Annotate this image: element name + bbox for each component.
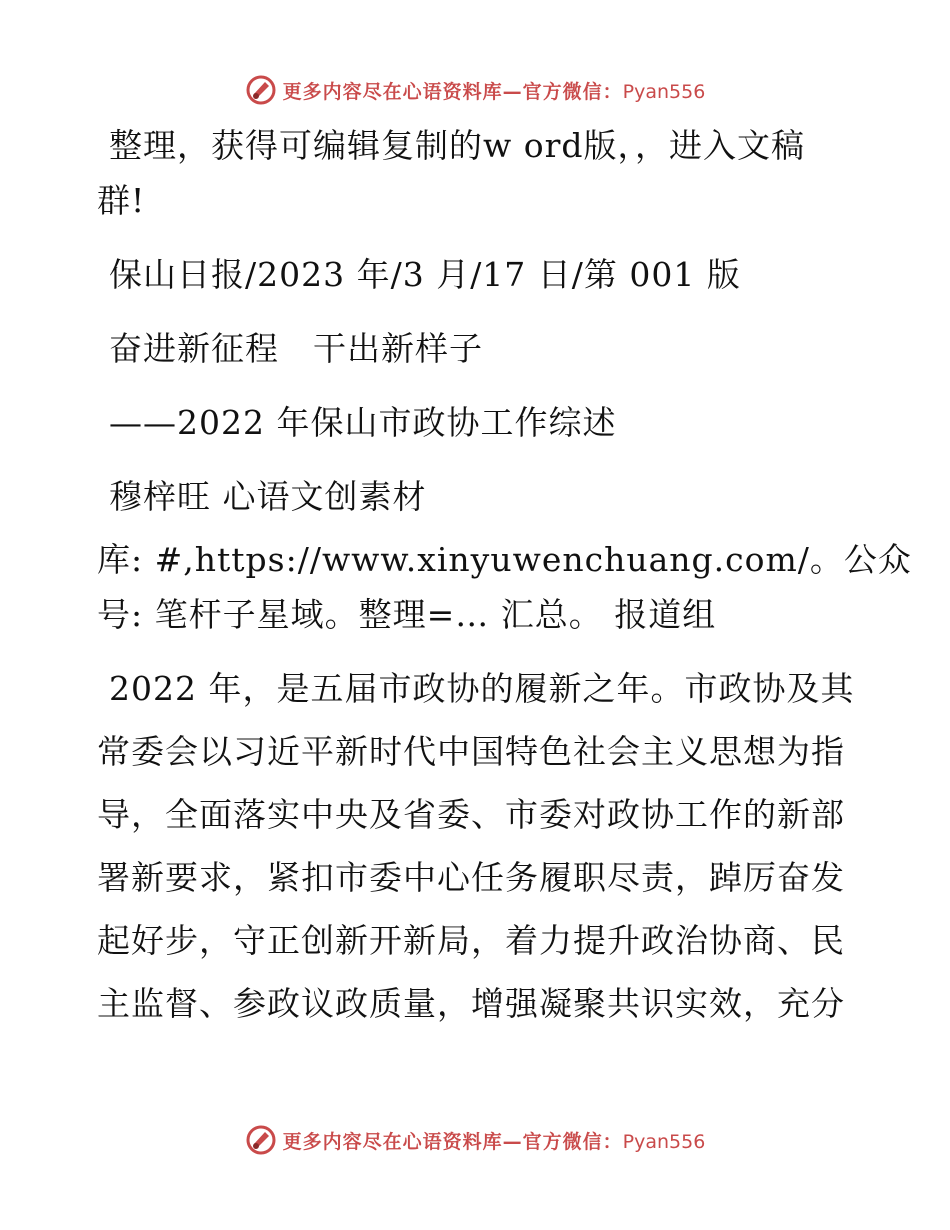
logo-icon <box>245 1124 277 1156</box>
byline-line-3: 号: 笔杆子星域。整理=… 汇总。 报道组 <box>97 595 717 634</box>
banner-text: 更多内容尽在心语资料库—官方微信：Pyan556 <box>282 1130 706 1153</box>
body-line-4: 署新要求，紧扣市委中心任务履职尽责，踔厉奋发 <box>97 858 845 897</box>
subheadline: ——2022 年保山市政协工作综述 <box>109 403 617 442</box>
source-line: 保山日报/2023 年/3 月/17 日/第 001 版 <box>109 255 741 294</box>
footer-banner <box>0 1120 950 1160</box>
body-line-3: 导，全面落实中央及省委、市委对政协工作的新部 <box>97 795 845 834</box>
intro-line-2: 群! <box>97 181 146 220</box>
banner-account: Pyan556 <box>622 80 706 103</box>
banner-account: Pyan556 <box>622 1130 706 1153</box>
header-banner <box>0 70 950 110</box>
body-line-6: 主监督、参政议政质量，增强凝聚共识实效，充分 <box>97 984 845 1023</box>
intro-line-1: 整理，获得可编辑复制的w ord版，，进入文稿 <box>109 126 806 165</box>
byline-line-1: 穆梓旺 心语文创素材 <box>109 477 427 516</box>
logo-icon <box>245 74 277 106</box>
document-body <box>97 118 912 1031</box>
banner-text: 更多内容尽在心语资料库—官方微信：Pyan556 <box>282 80 706 103</box>
body-line-1: 2022 年，是五届市政协的履新之年。市政协及其 <box>109 669 855 708</box>
headline: 奋进新征程 干出新样子 <box>109 329 483 368</box>
body-line-5: 起好步，守正创新开新局，着力提升政治协商、民 <box>97 921 845 960</box>
body-line-2: 常委会以习近平新时代中国特色社会主义思想为指 <box>97 732 845 771</box>
byline-line-2: 库: #,https://www.xinyuwenchuang.com/。公众 <box>97 540 912 579</box>
